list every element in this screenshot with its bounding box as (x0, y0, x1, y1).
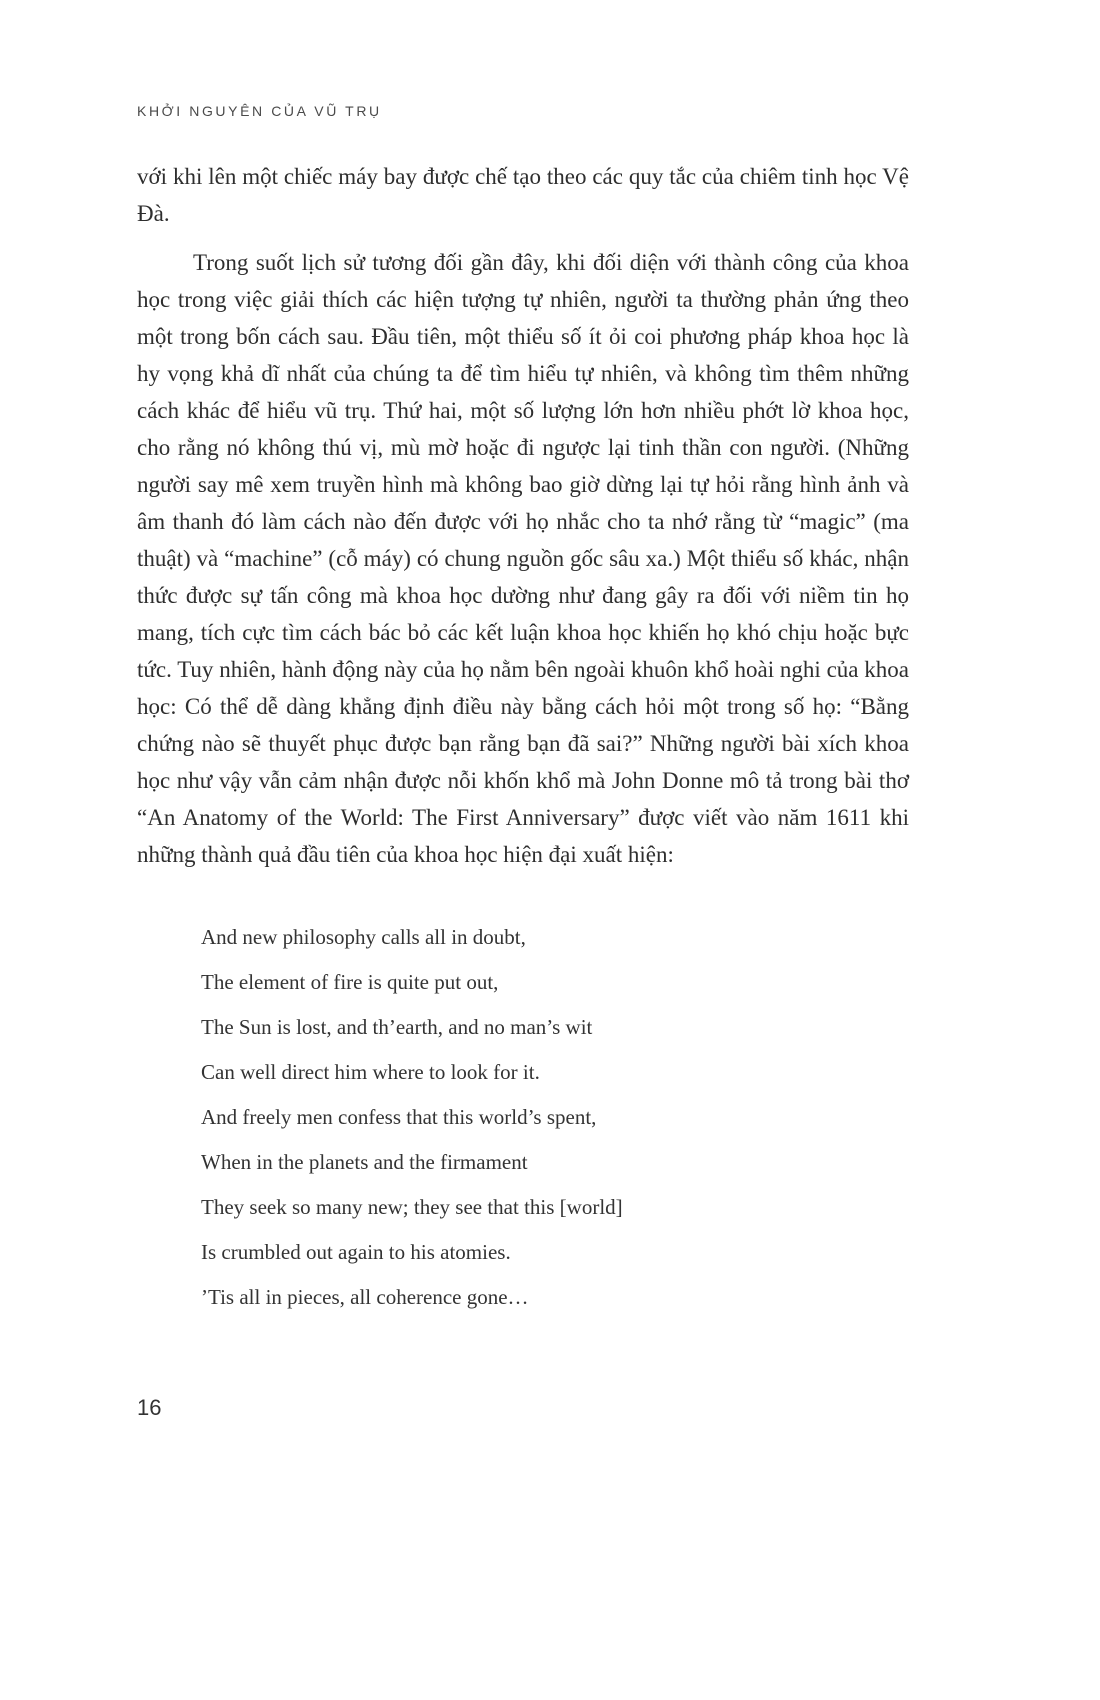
page-number: 16 (137, 1395, 162, 1420)
page-body (137, 158, 909, 1320)
poem-line: ’Tis all in pieces, all coherence gone… (201, 1285, 529, 1309)
poem-line: When in the planets and the firmament (201, 1150, 528, 1174)
poem-line: The element of fire is quite put out, (201, 970, 499, 994)
poem-block (201, 915, 909, 1320)
running-header: KHỞI NGUYÊN CỦA VŨ TRỤ (137, 103, 382, 119)
poem-line: Can well direct him where to look for it. (201, 1060, 540, 1084)
paragraph-main: Trong suốt lịch sử tương đối gần đây, khi đối diện với thành công của khoa học trong việc giải thích các hiện tượng tự nhiên, người ta thường phản ứng theo một trong bốn cách sau. Đầu tiên, một thiểu số ít ỏi coi phương pháp khoa học là hy vọng khả dĩ nhất của chúng ta để tìm hiểu tự nhiên, và không tìm thêm những cách khác để hiểu vũ trụ. Thứ hai, một số lượng lớn hơn nhiều phớt lờ khoa học, cho rằng nó không thú vị, mù mờ hoặc đi ngược lại tinh thần con người. (Những người say mê xem truyền hình mà không bao giờ dừng lại tự hỏi rằng hình ảnh và âm thanh đó làm cách nào đến được với họ nhắc cho ta nhớ rằng từ “magic” (ma thuật) và “machine” (cỗ máy) có chung nguồn gốc sâu xa.) Một thiểu số khác, nhận thức được sự tấn công mà khoa học dường như đang gây ra đối với niềm tin họ mang, tích cực tìm cách bác bỏ các kết luận khoa học khiến họ khó chịu hoặc bực tức. Tuy nhiên, hành động này của họ nằm bên ngoài khuôn khổ hoài nghi của khoa học: Có thể dễ dàng khẳng định điều này bằng cách hỏi một trong số họ: “Bằng chứng nào sẽ thuyết phục được bạn rằng bạn đã sai?” Những người bài xích khoa học như vậy vẫn cảm nhận được nỗi khốn khổ mà John Donne mô tả trong bài thơ “An Anatomy of the World: The First Anniversary” được viết vào năm 1611 khi những thành quả đầu tiên của khoa học hiện đại xuất hiện: (137, 250, 909, 867)
poem-line: They seek so many new; they see that this [world] (201, 1195, 623, 1219)
poem-line: Is crumbled out again to his atomies. (201, 1240, 511, 1264)
poem-line: The Sun is lost, and th’earth, and no man’s wit (201, 1015, 593, 1039)
poem-line: And new philosophy calls all in doubt, (201, 925, 526, 949)
paragraph-continuation: với khi lên một chiếc máy bay được chế tạo theo các quy tắc của chiêm tinh học Vệ Đà. (137, 164, 909, 226)
poem-line: And freely men confess that this world’s spent, (201, 1105, 597, 1129)
